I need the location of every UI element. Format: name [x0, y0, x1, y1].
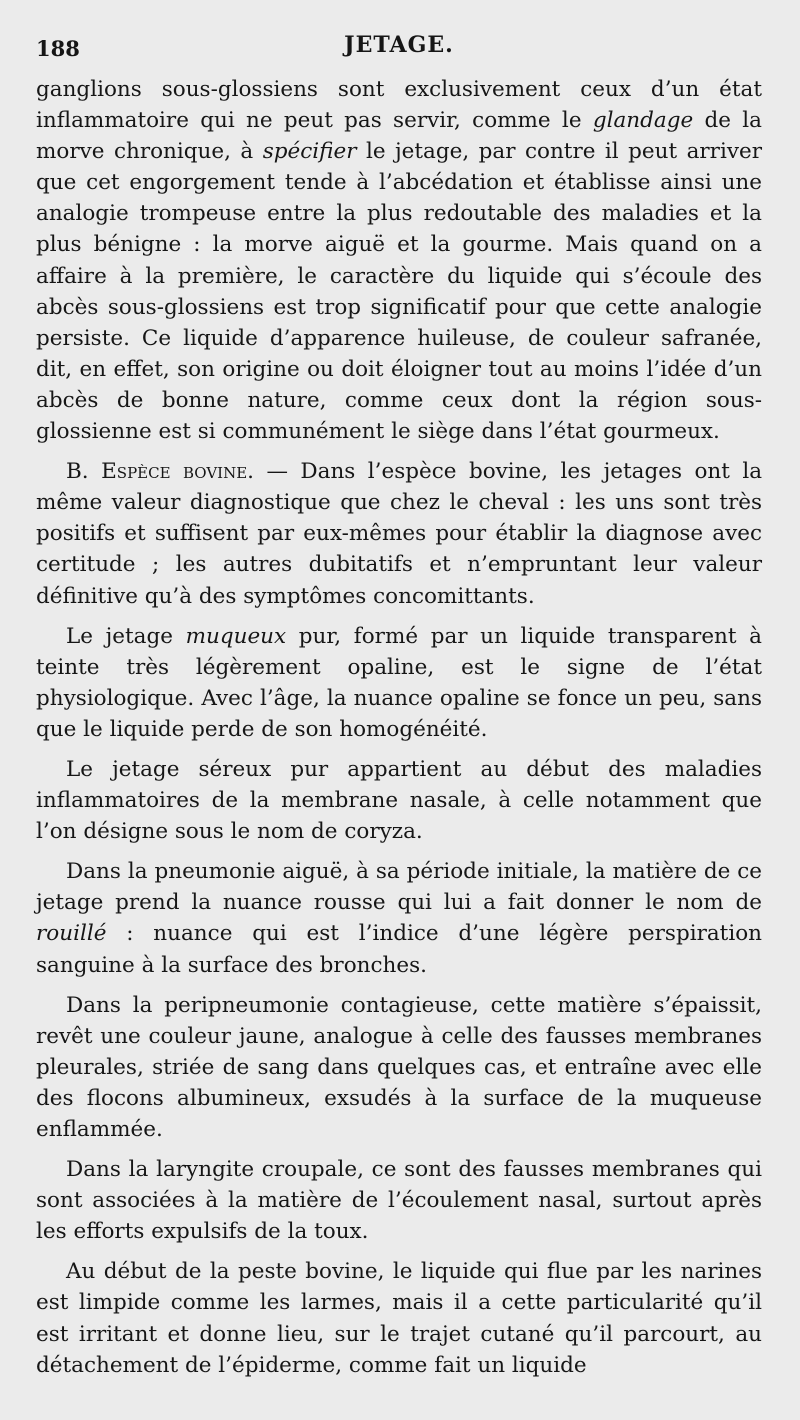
paragraph-text: Dans la pneumonie aiguë, à sa période initiale, la matière de ce jetage prend la nuance rousse qui lui a fait donner le nom de	[36, 859, 762, 916]
paragraph-text: ganglions sous-glossiens sont exclusivement ceux d’un état inflammatoire qui ne peut pas servir, comme le	[36, 77, 762, 134]
paragraph	[36, 74, 762, 447]
paragraph-text: Dans la laryngite croupale, ce sont des fausses membranes qui sont associées à la matière de l’écoulement nasal, surtout après les efforts expulsifs de la toux.	[36, 1157, 762, 1245]
paragraph	[36, 621, 762, 745]
section-heading: Espèce bovine.	[101, 459, 254, 485]
paragraph-text: Le jetage	[66, 623, 186, 649]
paragraph	[36, 990, 762, 1145]
running-head	[36, 26, 762, 74]
paragraph	[36, 1256, 762, 1380]
paragraph-text: B.	[66, 459, 102, 485]
paragraph	[36, 856, 762, 980]
running-title: JETAGE.	[344, 32, 454, 58]
italic-term: spécifier	[262, 139, 357, 165]
paragraph	[36, 456, 762, 611]
paragraph-text: de la morve chronique, à	[36, 108, 762, 165]
paragraph-text: le jetage, par contre il peut arriver que cet engorgement tende à l’abcédation et établisse ainsi une analogie trompeuse entre la plus redoutable des maladies et la plus bénigne : la morve aiguë et la gourme. Mais quand on a affaire à la première, le caractère du liquide qui s’écoule des abcès sous-glossiens est trop significatif pour que cette analogie persiste. Ce liquide d’apparence huileuse, de couleur safranée, dit, en effet, son origine ou doit éloigner tout au moins l’idée d’un abcès de bonne nature, comme ceux dont la région sous-glossienne est si communément le siège dans l’état gourmeux.	[36, 139, 762, 445]
paragraph	[36, 754, 762, 847]
paragraph	[36, 1154, 762, 1247]
paragraph-text: pur, formé par un liquide transparent à teinte très légèrement opaline, est le signe de l’état physiologique. Avec l’âge, la nuance opaline se fonce un peu, sans que le liquide perde de son homogénéité.	[36, 623, 762, 742]
body-text	[36, 74, 762, 1381]
paragraph-text: : nuance qui est l’indice d’une légère perspiration sanguine à la surface des bronches.	[36, 921, 762, 978]
italic-term: glandage	[592, 108, 694, 134]
paragraph-text: — Dans l’espèce bovine, les jetages ont la même valeur diagnostique que chez le cheval : les uns sont très positifs et suffisent par eux-mêmes pour établir la diagnose avec certitude ; les autres dubitatifs et n’empruntant leur valeur définitive qu’à des symptômes concomittants.	[36, 459, 763, 609]
paragraph-text: Dans la peripneumonie contagieuse, cette matière s’épaissit, revêt une couleur jaune, analogue à celle des fausses membranes pleurales, striée de sang dans quelques cas, et entraîne avec elle des flocons albumineux, exsudés à la surface de la muqueuse enflammée.	[36, 992, 762, 1142]
italic-term: rouillé	[36, 921, 107, 947]
page-number: 188	[36, 36, 80, 61]
italic-term: muqueux	[185, 623, 287, 649]
paragraph-text: Le jetage séreux pur appartient au début des maladies inflammatoires de la membrane nasale, à celle notamment que l’on désigne sous le nom de coryza.	[36, 756, 762, 845]
paragraph-text: Au début de la peste bovine, le liquide qui flue par les narines est limpide comme les larmes, mais il a cette particularité qu’il est irritant et donne lieu, sur le trajet cutané qu’il parcourt, au détachement de l’épiderme, comme fait un liquide	[36, 1259, 762, 1378]
